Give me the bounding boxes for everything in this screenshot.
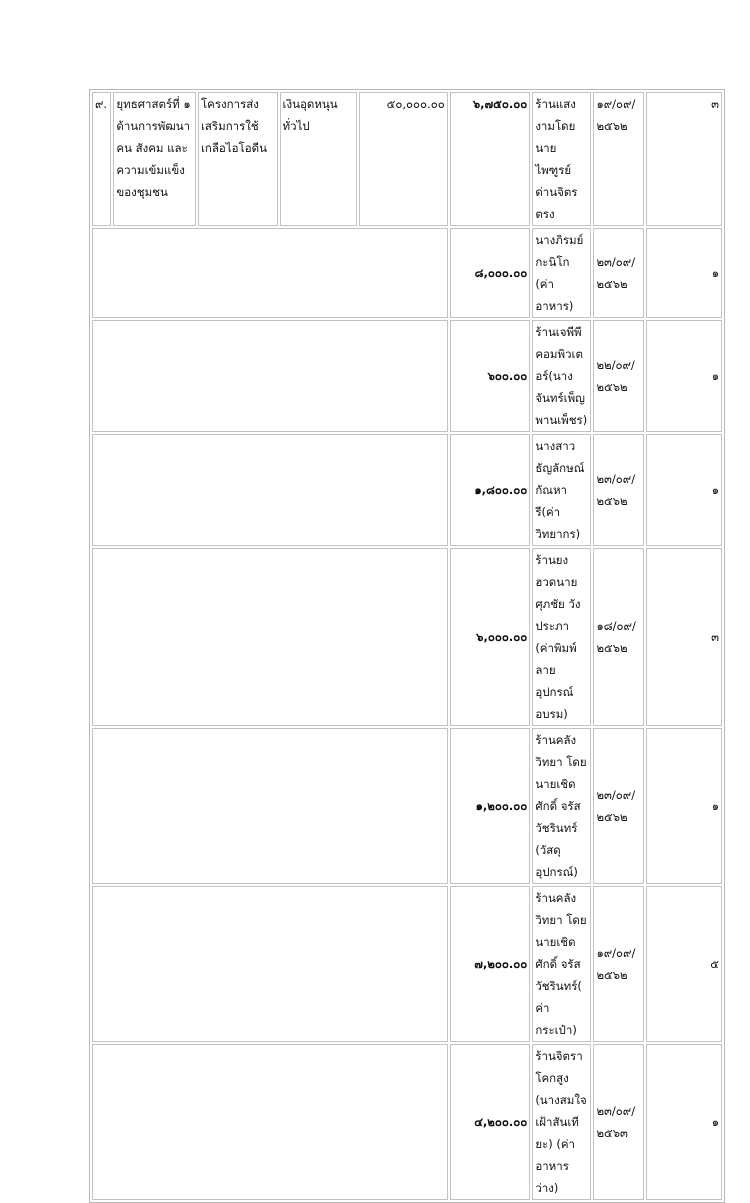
table-row bbox=[92, 548, 722, 726]
vendor-cell: นางสาวธัญลักษณ์ กัณหารี(ค่าวิทยากร) bbox=[532, 434, 591, 546]
date-cell: ๑๙/๐๙/๒๕๖๒ bbox=[593, 886, 644, 1042]
amount-cell: ๖,๗๕๐.๐๐ bbox=[450, 92, 531, 226]
vendor-cell: ร้านแสงงามโดยนายไพฑูรย์ ด่านจิตรตรง bbox=[532, 92, 591, 226]
table-row bbox=[92, 1044, 722, 1200]
quantity-cell: ๕ bbox=[646, 886, 722, 1042]
empty-merged-cell bbox=[92, 228, 448, 318]
vendor-cell: ร้านยงฮวดนายศุภชัย วังประภา (ค่าพิมพ์ลายอุปกรณ์อบรม) bbox=[532, 548, 591, 726]
quantity-cell: ๑ bbox=[646, 728, 722, 884]
table-row bbox=[92, 434, 722, 546]
amount-cell: ๑,๒๐๐.๐๐ bbox=[450, 728, 531, 884]
quantity-cell: ๓ bbox=[646, 92, 722, 226]
amount-cell: ๑,๘๐๐.๐๐ bbox=[450, 434, 531, 546]
table-row bbox=[92, 92, 722, 226]
empty-merged-cell bbox=[92, 548, 448, 726]
empty-merged-cell bbox=[92, 1044, 448, 1200]
date-cell: ๒๓/๐๙/๒๕๖๒ bbox=[593, 728, 644, 884]
amount-cell: ๔,๒๐๐.๐๐ bbox=[450, 1044, 531, 1200]
amount-cell: ๖๐๐.๐๐ bbox=[450, 320, 531, 432]
vendor-cell: นางภิรมย์ กะนิโก (ค่าอาหาร) bbox=[532, 228, 591, 318]
quantity-cell: ๓ bbox=[646, 548, 722, 726]
date-cell: ๒๓/๐๙/๒๕๖๓ bbox=[593, 1044, 644, 1200]
quantity-cell: ๑ bbox=[646, 1044, 722, 1200]
fund-source-cell: เงินอุดหนุนทั่วไป bbox=[280, 92, 358, 226]
amount-cell: ๗,๒๐๐.๐๐ bbox=[450, 886, 531, 1042]
table-row bbox=[92, 228, 722, 318]
date-cell: ๑๙/๐๙/๒๕๖๒ bbox=[593, 92, 644, 226]
empty-merged-cell bbox=[92, 434, 448, 546]
date-cell: ๒๓/๐๙/๒๕๖๒ bbox=[593, 434, 644, 546]
date-cell: ๑๘/๐๙/๒๕๖๒ bbox=[593, 548, 644, 726]
amount-cell: ๖,๐๐๐.๐๐ bbox=[450, 548, 531, 726]
table-row bbox=[92, 320, 722, 432]
item-number: ๙. bbox=[92, 92, 111, 226]
strategy-cell: ยุทธศาสตร์ที่ ๑ ด้านการพัฒนาคน สังคม และความเข้มแข็งของชุมชน bbox=[113, 92, 196, 226]
project-cell: โครงการส่งเสริมการใช้เกลือไอโอดีน bbox=[198, 92, 278, 226]
quantity-cell: ๑ bbox=[646, 434, 722, 546]
amount-cell: ๘,๐๐๐.๐๐ bbox=[450, 228, 531, 318]
vendor-cell: ร้านคลังวิทยา โดยนายเชิดศักดิ์ จรัสวัชรินทร์(ค่ากระเป๋า) bbox=[532, 886, 591, 1042]
vendor-cell: ร้านคลังวิทยา โดยนายเชิดศักดิ์ จรัสวัชรินทร์ (วัสดุอุปกรณ์) bbox=[532, 728, 591, 884]
date-cell: ๒๓/๐๙/๒๕๖๒ bbox=[593, 228, 644, 318]
date-cell: ๒๒/๐๙/๒๕๖๒ bbox=[593, 320, 644, 432]
procurement-table bbox=[89, 89, 725, 1203]
empty-merged-cell bbox=[92, 886, 448, 1042]
vendor-cell: ร้านเจพีพีคอมพิวเตอร์(นางจันทร์เพ็ญ พานเพ็ชร) bbox=[532, 320, 591, 432]
quantity-cell: ๑ bbox=[646, 320, 722, 432]
vendor-cell: ร้านจิตราโคกสูง (นางสมใจ เฝ้าสันเทียะ) (ค่าอาหารว่าง) bbox=[532, 1044, 591, 1200]
quantity-cell: ๑ bbox=[646, 228, 722, 318]
empty-merged-cell bbox=[92, 728, 448, 884]
table-row bbox=[92, 728, 722, 884]
empty-merged-cell bbox=[92, 320, 448, 432]
table-row bbox=[92, 886, 722, 1042]
budget-cell: ๕๐,๐๐๐.๐๐ bbox=[359, 92, 448, 226]
